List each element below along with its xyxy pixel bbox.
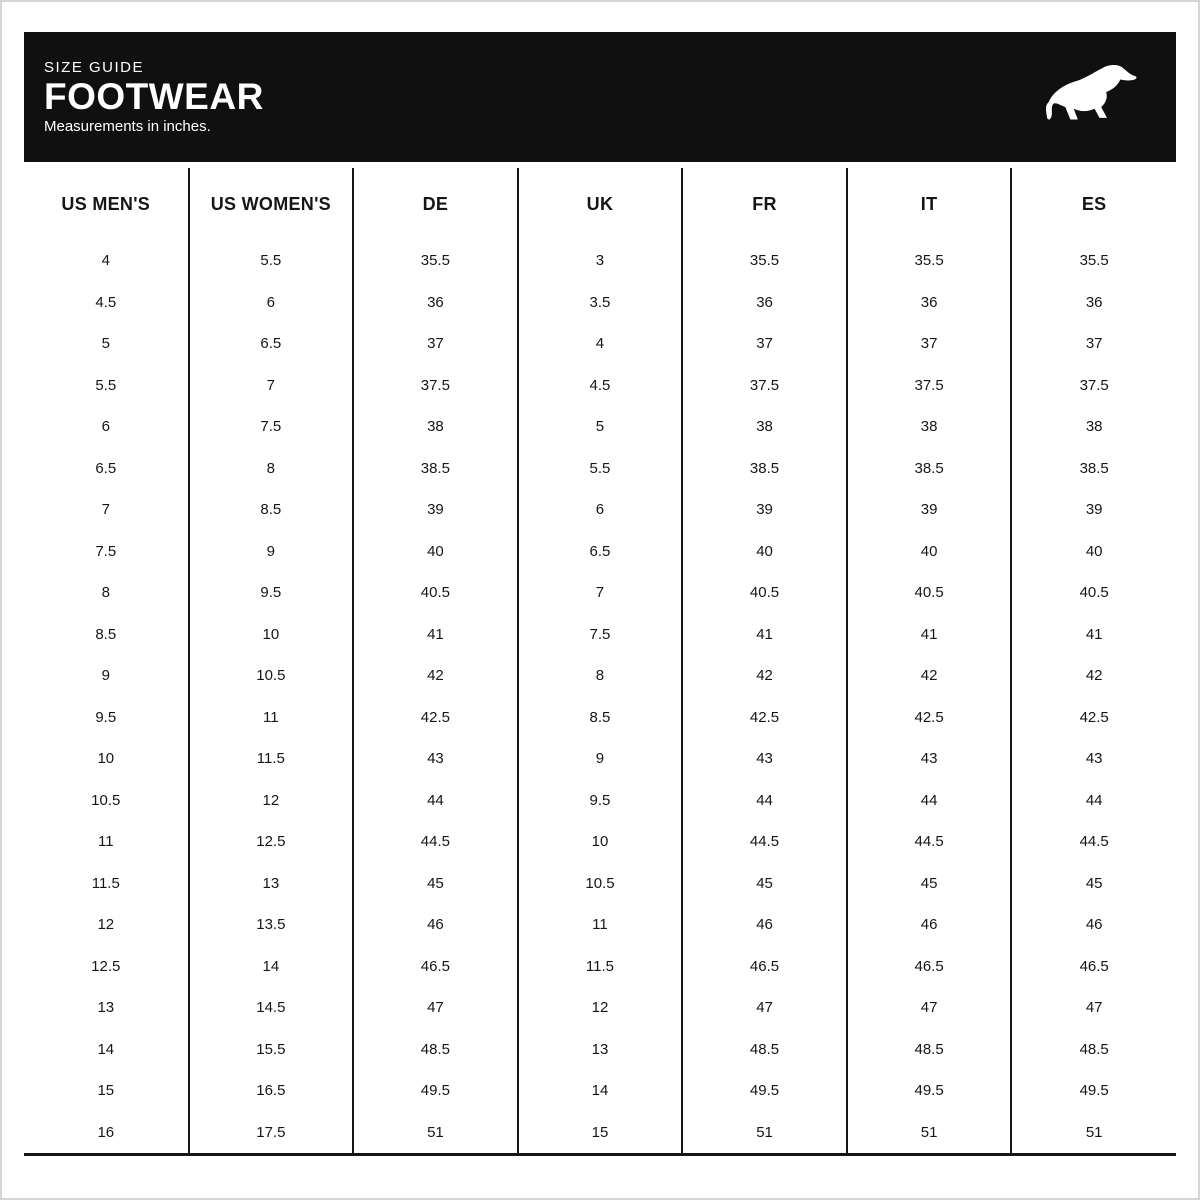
size-cell: 7.5 — [518, 614, 683, 656]
size-cell: 44.5 — [682, 821, 847, 863]
measurement-note: Measurements in inches. — [44, 118, 211, 136]
size-cell: 3.5 — [518, 282, 683, 324]
size-cell: 46.5 — [682, 946, 847, 988]
size-cell: 8 — [189, 448, 354, 490]
size-cell: 7.5 — [189, 406, 354, 448]
size-cell: 4.5 — [518, 365, 683, 407]
table-row — [24, 1112, 1176, 1155]
table-row — [24, 738, 1176, 780]
size-cell: 36 — [353, 282, 518, 324]
size-cell: 6.5 — [518, 531, 683, 573]
table-row — [24, 240, 1176, 282]
size-cell: 37 — [353, 323, 518, 365]
size-cell: 37 — [1085, 335, 1103, 353]
size-cell: 49.5 — [847, 1070, 1012, 1112]
size-cell: 37.5 — [682, 365, 847, 407]
size-cell: 40.5 — [353, 572, 518, 614]
size-cell: 42.5 — [847, 697, 1012, 739]
size-cell: 44 — [847, 780, 1012, 822]
size-cell: 40 — [847, 531, 1012, 573]
size-cell: 47 — [847, 987, 1012, 1029]
size-cell: 15 — [518, 1112, 683, 1155]
size-cell: 5.5 — [24, 365, 189, 407]
size-cell: 4 — [518, 323, 683, 365]
size-cell: 39 — [847, 489, 1012, 531]
size-cell: 38 — [682, 406, 847, 448]
size-cell: 37.5 — [353, 365, 518, 407]
size-cell: 44 — [682, 780, 847, 822]
size-cell: 35.5 — [1079, 252, 1109, 270]
size-cell: 6.5 — [189, 323, 354, 365]
size-cell: 42 — [353, 655, 518, 697]
size-cell: 43 — [1085, 750, 1103, 768]
size-cell: 40 — [1085, 542, 1103, 560]
size-cell: 17.5 — [189, 1112, 354, 1155]
size-cell: 9.5 — [189, 572, 354, 614]
size-cell: 40 — [682, 531, 847, 573]
size-cell: 10 — [189, 614, 354, 656]
size-cell: 36 — [682, 282, 847, 324]
size-cell: 39 — [353, 489, 518, 531]
size-cell: 46.5 — [1079, 957, 1109, 975]
table-row — [24, 531, 1176, 573]
page-title: FOOTWEAR — [44, 75, 264, 117]
size-cell: 7.5 — [24, 531, 189, 573]
size-cell: 9.5 — [518, 780, 683, 822]
size-cell: 6.5 — [24, 448, 189, 490]
size-cell: 12 — [189, 780, 354, 822]
column-header: US MEN'S — [24, 168, 189, 240]
size-cell: 13 — [24, 987, 189, 1029]
size-cell: 5.5 — [189, 240, 354, 282]
table-row — [24, 282, 1176, 324]
size-cell: 42 — [1085, 667, 1103, 685]
table-row — [24, 365, 1176, 407]
size-cell: 44.5 — [847, 821, 1012, 863]
size-cell: 44.5 — [353, 821, 518, 863]
size-cell: 10.5 — [189, 655, 354, 697]
size-cell: 3 — [518, 240, 683, 282]
table-row — [24, 863, 1176, 905]
size-cell: 7 — [24, 489, 189, 531]
column-header: IT — [847, 168, 1012, 240]
size-cell: 11 — [518, 904, 683, 946]
size-cell: 38 — [1085, 418, 1103, 436]
size-cell: 46.5 — [353, 946, 518, 988]
size-cell: 51 — [847, 1112, 1012, 1155]
table-row — [24, 904, 1176, 946]
size-cell: 39 — [1085, 501, 1103, 519]
size-cell: 7 — [189, 365, 354, 407]
size-cell: 10.5 — [518, 863, 683, 905]
size-cell: 51 — [682, 1112, 847, 1155]
size-conversion-table — [24, 168, 1176, 1156]
size-cell: 5.5 — [518, 448, 683, 490]
size-cell: 48.5 — [847, 1029, 1012, 1071]
size-cell: 14.5 — [189, 987, 354, 1029]
size-cell: 46 — [353, 904, 518, 946]
size-cell: 6 — [189, 282, 354, 324]
table-row — [24, 655, 1176, 697]
size-cell: 47 — [353, 987, 518, 1029]
size-cell: 51 — [1085, 1123, 1103, 1141]
size-cell: 11 — [24, 821, 189, 863]
size-cell: 40 — [353, 531, 518, 573]
size-cell: 42.5 — [353, 697, 518, 739]
size-cell: 41 — [1085, 625, 1103, 643]
size-cell: 8.5 — [518, 697, 683, 739]
size-cell: 15.5 — [189, 1029, 354, 1071]
table-row — [24, 697, 1176, 739]
size-cell: 48.5 — [682, 1029, 847, 1071]
size-cell: 14 — [24, 1029, 189, 1071]
table-row — [24, 489, 1176, 531]
header-banner — [24, 32, 1176, 162]
size-cell: 37.5 — [847, 365, 1012, 407]
size-cell: 47 — [682, 987, 847, 1029]
size-guide-label: SIZE GUIDE — [44, 58, 145, 76]
size-cell: 45 — [1085, 874, 1103, 892]
size-cell: 42.5 — [1079, 708, 1109, 726]
size-cell: 35.5 — [353, 240, 518, 282]
size-cell: 35.5 — [847, 240, 1012, 282]
size-cell: 44.5 — [1079, 833, 1109, 851]
size-cell: 12 — [24, 904, 189, 946]
size-cell: 38.5 — [1079, 459, 1109, 477]
size-cell: 42 — [682, 655, 847, 697]
size-cell: 9.5 — [24, 697, 189, 739]
size-cell: 46 — [847, 904, 1012, 946]
size-cell: 44 — [353, 780, 518, 822]
size-cell: 5 — [24, 323, 189, 365]
column-header: UK — [518, 168, 683, 240]
size-cell: 43 — [353, 738, 518, 780]
size-cell: 10 — [24, 738, 189, 780]
table-header — [24, 168, 1176, 240]
size-cell: 4 — [24, 240, 189, 282]
size-cell: 48.5 — [1079, 1040, 1109, 1058]
size-cell: 37 — [682, 323, 847, 365]
size-cell: 9 — [24, 655, 189, 697]
column-header: US WOMEN'S — [189, 168, 354, 240]
size-cell: 47 — [1085, 999, 1103, 1017]
size-cell: 13.5 — [189, 904, 354, 946]
size-cell: 7 — [518, 572, 683, 614]
size-cell: 38 — [353, 406, 518, 448]
size-cell: 13 — [518, 1029, 683, 1071]
size-cell: 9 — [189, 531, 354, 573]
table-row — [24, 1029, 1176, 1071]
size-cell: 8.5 — [24, 614, 189, 656]
size-cell: 46 — [1085, 916, 1103, 934]
table-row — [24, 1070, 1176, 1112]
size-cell: 42.5 — [682, 697, 847, 739]
size-cell: 14 — [518, 1070, 683, 1112]
size-cell: 42 — [847, 655, 1012, 697]
column-header: ES — [1081, 193, 1107, 214]
size-cell: 46 — [682, 904, 847, 946]
table-row — [24, 406, 1176, 448]
table-row — [24, 572, 1176, 614]
size-cell: 4.5 — [24, 282, 189, 324]
size-cell: 43 — [682, 738, 847, 780]
size-cell: 37 — [847, 323, 1012, 365]
size-cell: 16 — [24, 1112, 189, 1155]
table-row — [24, 323, 1176, 365]
size-cell: 11.5 — [518, 946, 683, 988]
size-cell: 44 — [1085, 791, 1103, 809]
size-cell: 13 — [189, 863, 354, 905]
size-cell: 37.5 — [1079, 376, 1109, 394]
size-cell: 49.5 — [682, 1070, 847, 1112]
size-cell: 5 — [518, 406, 683, 448]
size-cell: 8.5 — [189, 489, 354, 531]
size-cell: 49.5 — [353, 1070, 518, 1112]
size-cell: 38.5 — [682, 448, 847, 490]
table-row — [24, 614, 1176, 656]
size-cell: 45 — [847, 863, 1012, 905]
size-cell: 41 — [682, 614, 847, 656]
size-cell: 9 — [518, 738, 683, 780]
size-cell: 45 — [682, 863, 847, 905]
size-cell: 40.5 — [682, 572, 847, 614]
size-cell: 6 — [24, 406, 189, 448]
table-header-row — [24, 168, 1176, 240]
size-cell: 45 — [353, 863, 518, 905]
size-cell: 10 — [518, 821, 683, 863]
size-cell: 40.5 — [1079, 584, 1109, 602]
size-cell: 11.5 — [189, 738, 354, 780]
size-cell: 12.5 — [189, 821, 354, 863]
column-header: DE — [353, 168, 518, 240]
size-cell: 35.5 — [682, 240, 847, 282]
size-cell: 51 — [353, 1112, 518, 1155]
table-row — [24, 821, 1176, 863]
size-cell: 36 — [1085, 293, 1103, 311]
size-cell: 38.5 — [847, 448, 1012, 490]
size-cell: 8 — [24, 572, 189, 614]
size-cell: 12.5 — [24, 946, 189, 988]
size-cell: 41 — [353, 614, 518, 656]
size-cell: 11.5 — [24, 863, 189, 905]
size-cell: 6 — [518, 489, 683, 531]
size-cell: 14 — [189, 946, 354, 988]
size-cell: 15 — [24, 1070, 189, 1112]
table-row — [24, 987, 1176, 1029]
column-header: FR — [682, 168, 847, 240]
table-body — [24, 240, 1176, 1155]
puma-cat-logo-icon — [1042, 58, 1142, 136]
size-cell: 38.5 — [353, 448, 518, 490]
size-cell: 48.5 — [353, 1029, 518, 1071]
size-cell: 38 — [847, 406, 1012, 448]
size-cell: 8 — [518, 655, 683, 697]
table-row — [24, 780, 1176, 822]
size-cell: 46.5 — [847, 946, 1012, 988]
size-cell: 36 — [847, 282, 1012, 324]
size-cell: 40.5 — [847, 572, 1012, 614]
size-cell: 10.5 — [24, 780, 189, 822]
size-cell: 12 — [518, 987, 683, 1029]
size-cell: 43 — [847, 738, 1012, 780]
size-cell: 11 — [189, 697, 354, 739]
header-text-block — [44, 59, 264, 136]
table-row — [24, 448, 1176, 490]
size-cell: 16.5 — [189, 1070, 354, 1112]
size-cell: 39 — [682, 489, 847, 531]
table-row — [24, 946, 1176, 988]
size-cell: 41 — [847, 614, 1012, 656]
size-cell: 49.5 — [1079, 1082, 1109, 1100]
